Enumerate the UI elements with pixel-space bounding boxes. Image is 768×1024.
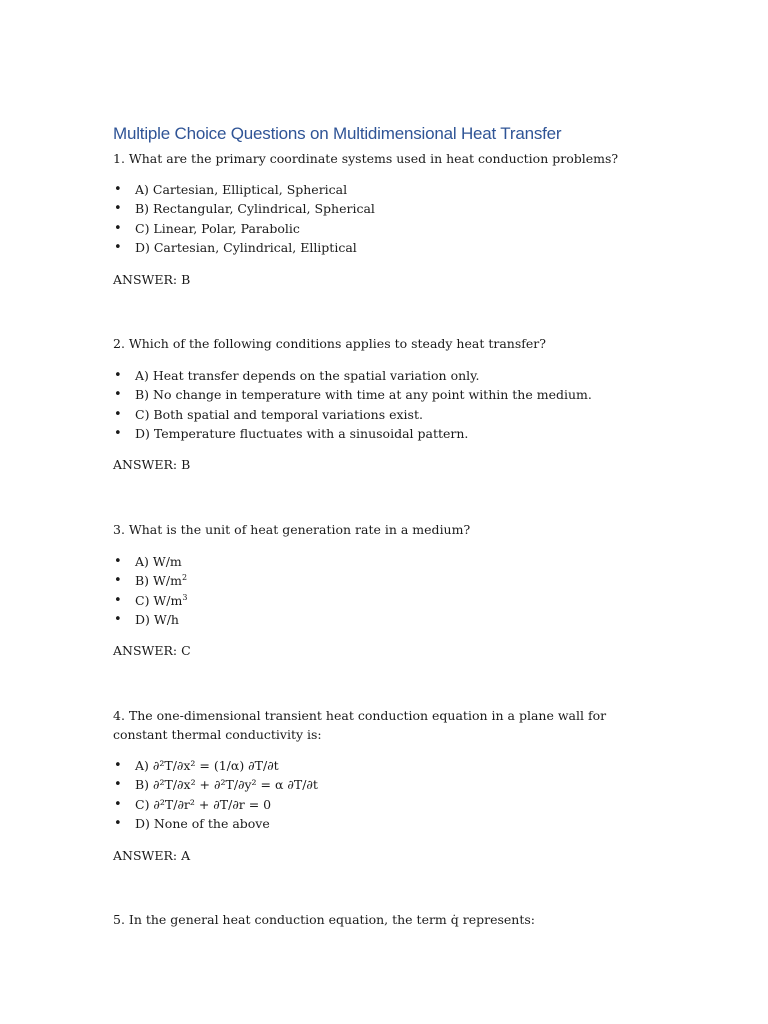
document-title: Multiple Choice Questions on Multidimensional Heat Transfer [113,124,562,143]
option-text: A) Heat transfer depends on the spatial variation only. [135,368,480,383]
answer-label: ANSWER: [113,272,182,287]
bullet-icon: • [114,387,122,403]
question-4-text: 4. The one-dimensional transient heat conduction equation in a plane wall for constant thermal conductivity is: [113,708,607,742]
question-5-text: 5. In the general heat conduction equation, the term q̇ represents: [113,912,535,927]
option-4b [113,775,318,794]
option-text: B) W/m [135,573,182,589]
option-3b [113,571,187,590]
option-3c [113,591,187,610]
bullet-icon: • [114,182,122,197]
answer-4 [113,846,190,865]
question-3-options [113,552,187,629]
answer-1 [113,270,190,289]
option-text: C) ∂²T/∂r² + ∂T/∂r = 0 [135,796,272,812]
option-text: B) Rectangular, Cylindrical, Spherical [135,201,375,217]
option-text: C) Linear, Polar, Parabolic [135,220,300,236]
option-3a [113,552,187,571]
bullet-icon: • [114,573,122,589]
option-text: A) W/m [135,554,182,569]
option-1a [113,180,375,199]
question-4-options [113,756,318,833]
option-text: D) Cartesian, Cylindrical, Elliptical [135,239,357,255]
option-text: D) W/h [135,611,179,627]
bullet-icon: • [114,592,122,608]
question-3-text: 3. What is the unit of heat generation rate in a medium? [113,522,471,537]
option-text: D) None of the above [135,815,270,831]
option-text: A) Cartesian, Elliptical, Spherical [135,182,348,197]
answer-value: B [181,457,191,472]
option-4a [113,756,318,775]
option-4c [113,795,318,814]
superscript: 2 [181,573,188,583]
option-2d [113,424,592,443]
bullet-icon: • [114,239,122,255]
option-1b [113,199,375,218]
option-text: B) ∂²T/∂x² + ∂²T/∂y² = α ∂T/∂t [135,777,318,793]
answer-label: ANSWER: [113,848,182,863]
question-1-text: 1. What are the primary coordinate systems used in heat conduction problems? [113,151,619,166]
answer-value: C [181,643,191,658]
answer-3 [113,641,191,660]
option-text: B) No change in temperature with time at any point within the medium. [135,387,592,403]
answer-label: ANSWER: [113,457,182,472]
bullet-icon: • [114,554,122,569]
bullet-icon: • [114,406,122,422]
option-1c [113,219,375,238]
bullet-icon: • [114,425,122,441]
option-2b [113,385,592,404]
question-2-text: 2. Which of the following conditions applies to steady heat transfer? [113,336,546,351]
bullet-icon: • [114,201,122,217]
option-text: A) ∂²T/∂x² = (1/α) ∂T/∂t [135,758,279,773]
bullet-icon: • [114,611,122,627]
answer-2 [113,455,190,474]
answer-label: ANSWER: [113,643,182,658]
option-1d [113,238,375,257]
option-text: C) W/m [135,592,183,608]
bullet-icon: • [114,220,122,236]
option-text: D) Temperature fluctuates with a sinusoidal pattern. [135,425,469,441]
bullet-icon: • [114,758,122,773]
bullet-icon: • [114,777,122,793]
bullet-icon: • [114,796,122,812]
option-text: C) Both spatial and temporal variations exist. [135,406,423,422]
question-1-options [113,180,375,257]
option-2a [113,366,592,385]
bullet-icon: • [114,815,122,831]
answer-value: A [181,848,191,863]
option-4d [113,814,318,833]
option-2c [113,405,592,424]
bullet-icon: • [114,368,122,383]
question-2-options [113,366,592,443]
superscript: 3 [182,592,188,602]
answer-value: B [181,272,191,287]
option-3d [113,610,187,629]
